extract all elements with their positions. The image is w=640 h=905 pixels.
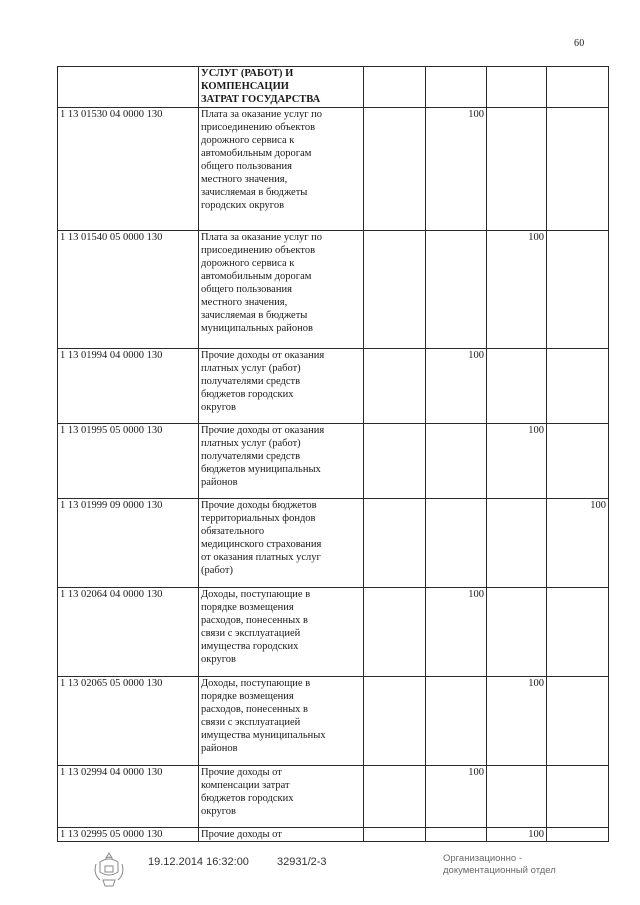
value-cell bbox=[364, 588, 426, 677]
value-cell: 100 bbox=[547, 499, 609, 588]
value-cell bbox=[426, 231, 487, 349]
value-cell bbox=[487, 67, 547, 108]
budget-code-cell: 1 13 02065 05 0000 130 bbox=[58, 677, 199, 766]
budget-code-cell: 1 13 01530 04 0000 130 bbox=[58, 108, 199, 231]
budget-code-cell: 1 13 01999 09 0000 130 bbox=[58, 499, 199, 588]
table-row bbox=[58, 424, 609, 499]
value-cell: 100 bbox=[426, 349, 487, 424]
budget-code-cell: 1 13 02994 04 0000 130 bbox=[58, 766, 199, 828]
description-cell: Прочие доходы от компенсации затрат бюджетов городских округов bbox=[199, 766, 364, 828]
budget-code-cell bbox=[58, 67, 199, 108]
value-cell bbox=[364, 677, 426, 766]
footer-doc-number: 32931/2-3 bbox=[277, 856, 327, 868]
table-row bbox=[58, 766, 609, 828]
table-row bbox=[58, 588, 609, 677]
footer-date: 19.12.2014 16:32:00 bbox=[148, 856, 249, 868]
value-cell: 100 bbox=[426, 766, 487, 828]
table-row bbox=[58, 499, 609, 588]
footer-stamp: Организационно - документационный отдел bbox=[443, 853, 556, 876]
table-row bbox=[58, 108, 609, 231]
value-cell bbox=[364, 108, 426, 231]
value-cell bbox=[547, 231, 609, 349]
description-cell: Плата за оказание услуг по присоединению объектов дорожного сервиса к автомобильным дорогам общего пользования местного значения, зачисляемая в бюджеты муниципальных районов bbox=[199, 231, 364, 349]
page-number: 60 bbox=[574, 38, 585, 49]
value-cell bbox=[426, 499, 487, 588]
budget-code-cell: 1 13 02995 05 0000 130 bbox=[58, 828, 199, 842]
value-cell bbox=[426, 677, 487, 766]
description-cell: Доходы, поступающие в порядке возмещения расходов, понесенных в связи с эксплуатацией имущества городских округов bbox=[199, 588, 364, 677]
budget-code-cell: 1 13 01995 05 0000 130 bbox=[58, 424, 199, 499]
value-cell bbox=[547, 108, 609, 231]
value-cell: 100 bbox=[426, 108, 487, 231]
description-cell: УСЛУГ (РАБОТ) И КОМПЕНСАЦИИ ЗАТРАТ ГОСУДАРСТВА bbox=[199, 67, 364, 108]
description-cell: Плата за оказание услуг по присоединению объектов дорожного сервиса к автомобильным дорогам общего пользования местного значения, зачисляемая в бюджеты городских округов bbox=[199, 108, 364, 231]
value-cell: 100 bbox=[487, 677, 547, 766]
value-cell bbox=[547, 828, 609, 842]
description-cell: Прочие доходы от оказания платных услуг (работ) получателями средств бюджетов муниципальных районов bbox=[199, 424, 364, 499]
budget-code-cell: 1 13 01540 05 0000 130 bbox=[58, 231, 199, 349]
value-cell bbox=[487, 499, 547, 588]
value-cell: 100 bbox=[487, 231, 547, 349]
value-cell bbox=[426, 424, 487, 499]
value-cell bbox=[547, 67, 609, 108]
description-cell: Прочие доходы от оказания платных услуг (работ) получателями средств бюджетов городских округов bbox=[199, 349, 364, 424]
value-cell bbox=[426, 67, 487, 108]
value-cell bbox=[487, 766, 547, 828]
budget-classification-table bbox=[57, 66, 609, 842]
value-cell bbox=[426, 828, 487, 842]
table-row bbox=[58, 349, 609, 424]
value-cell bbox=[487, 108, 547, 231]
value-cell bbox=[547, 588, 609, 677]
value-cell: 100 bbox=[487, 828, 547, 842]
description-cell: Доходы, поступающие в порядке возмещения расходов, понесенных в связи с эксплуатацией имущества муниципальных районов bbox=[199, 677, 364, 766]
budget-code-cell: 1 13 02064 04 0000 130 bbox=[58, 588, 199, 677]
description-cell: Прочие доходы бюджетов территориальных фондов обязательного медицинского страхования от оказания платных услуг (работ) bbox=[199, 499, 364, 588]
table-row bbox=[58, 67, 609, 108]
emblem-icon bbox=[90, 850, 128, 890]
budget-code-cell: 1 13 01994 04 0000 130 bbox=[58, 349, 199, 424]
value-cell bbox=[364, 499, 426, 588]
description-cell: Прочие доходы от bbox=[199, 828, 364, 842]
value-cell bbox=[364, 766, 426, 828]
value-cell bbox=[364, 424, 426, 499]
value-cell bbox=[487, 588, 547, 677]
value-cell bbox=[547, 677, 609, 766]
value-cell bbox=[547, 424, 609, 499]
value-cell bbox=[364, 231, 426, 349]
value-cell bbox=[487, 349, 547, 424]
value-cell: 100 bbox=[487, 424, 547, 499]
table-body bbox=[58, 67, 609, 842]
table-row bbox=[58, 828, 609, 842]
value-cell: 100 bbox=[426, 588, 487, 677]
value-cell bbox=[364, 67, 426, 108]
value-cell bbox=[547, 349, 609, 424]
table-row bbox=[58, 677, 609, 766]
table-row bbox=[58, 231, 609, 349]
value-cell bbox=[547, 766, 609, 828]
value-cell bbox=[364, 828, 426, 842]
value-cell bbox=[364, 349, 426, 424]
